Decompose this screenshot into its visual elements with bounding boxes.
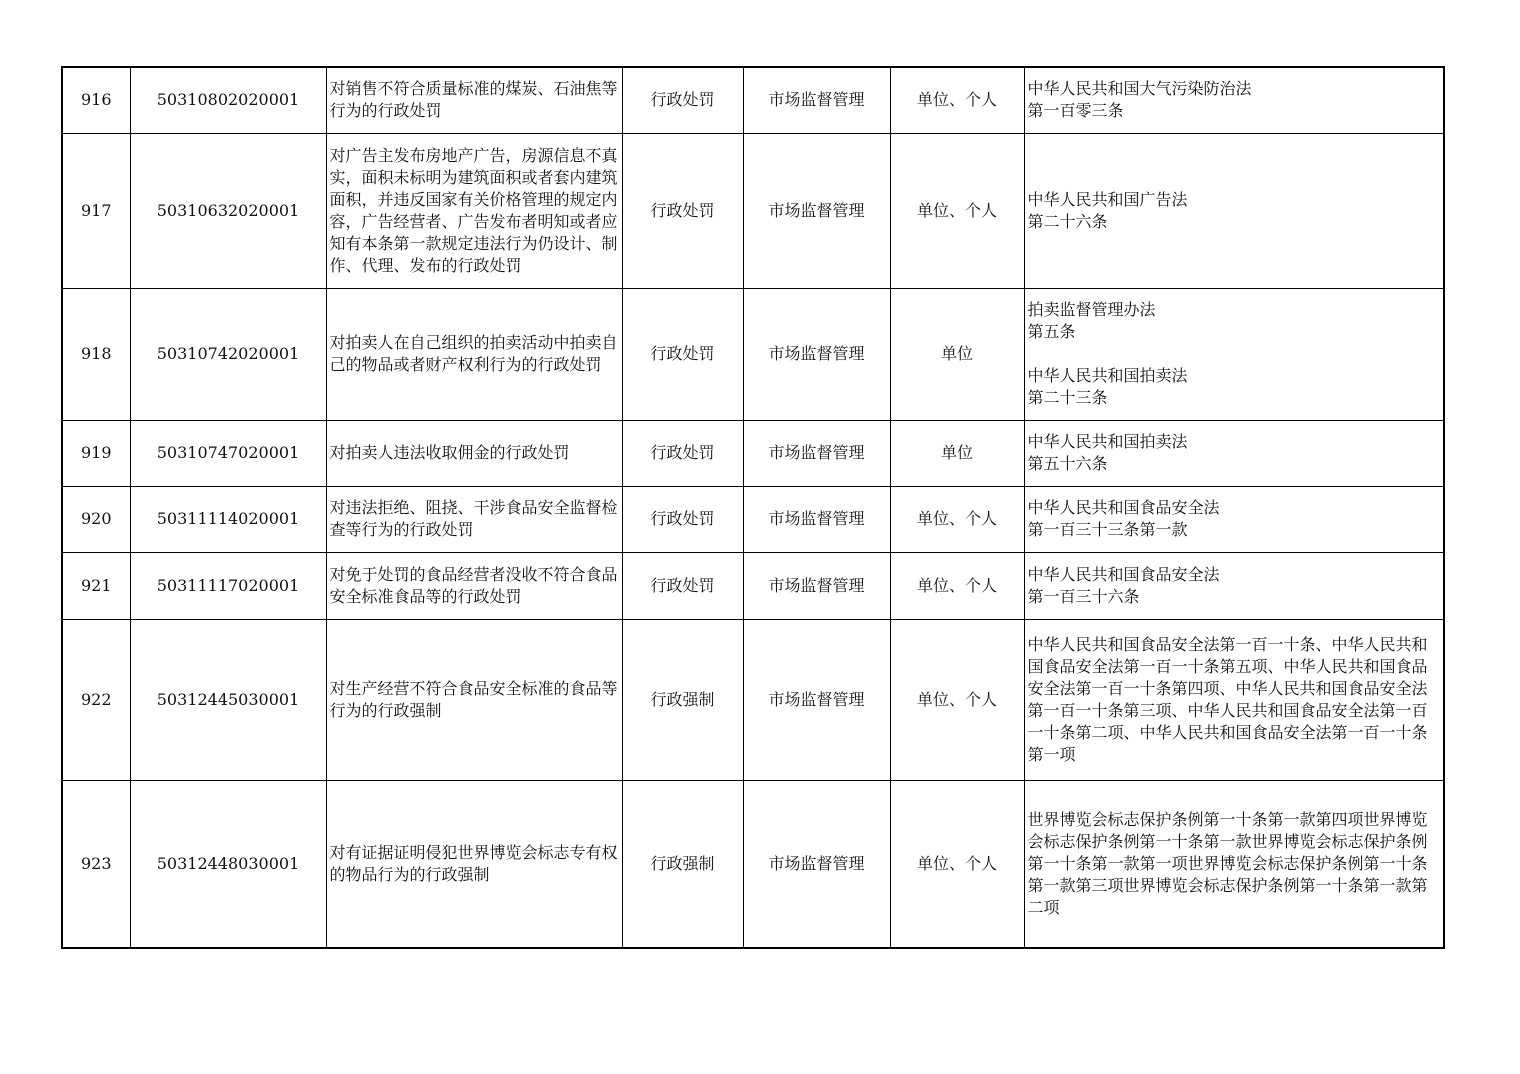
target-subject-cell: 单位 xyxy=(890,288,1024,420)
legal-basis-cell xyxy=(1024,67,1444,133)
row-number-cell: 921 xyxy=(62,552,130,619)
legal-basis-line: 中华人民共和国拍卖法 xyxy=(1027,366,1188,385)
legal-basis-line: 中华人民共和国大气污染防治法 xyxy=(1027,79,1252,99)
item-code-cell: 50311114020001 xyxy=(130,486,326,552)
legal-basis-line: 第一百三十三条第一款 xyxy=(1027,520,1188,539)
legal-basis-line xyxy=(1028,343,1441,365)
legal-basis-line: 中华人民共和国食品安全法 xyxy=(1027,564,1220,584)
department-cell: 市场监督管理 xyxy=(743,288,890,420)
power-category-cell: 行政强制 xyxy=(622,619,743,780)
target-subject-cell: 单位、个人 xyxy=(890,552,1024,619)
legal-basis-cell xyxy=(1024,133,1444,288)
item-name-cell: 对销售不符合质量标准的煤炭、石油焦等行为的行政处罚 xyxy=(326,67,622,133)
department-cell: 市场监督管理 xyxy=(743,133,890,288)
row-number-cell: 916 xyxy=(62,67,130,133)
target-subject-cell: 单位、个人 xyxy=(890,133,1024,288)
item-code-cell: 50312445030001 xyxy=(130,619,326,780)
table-row xyxy=(62,420,1444,486)
legal-basis-line: 第二十三条 xyxy=(1027,388,1108,407)
power-category-cell: 行政处罚 xyxy=(622,67,743,133)
target-subject-cell: 单位、个人 xyxy=(890,486,1024,552)
item-name-cell: 对拍卖人在自己组织的拍卖活动中拍卖自己的物品或者财产权利行为的行政处罚 xyxy=(326,288,622,420)
legal-basis-line: 中华人民共和国食品安全法 xyxy=(1027,498,1220,517)
legal-basis-line: 第五十六条 xyxy=(1027,454,1108,473)
row-number-cell: 922 xyxy=(62,619,130,780)
department-cell: 市场监督管理 xyxy=(743,486,890,552)
department-cell: 市场监督管理 xyxy=(743,67,890,133)
legal-basis-line: 第二十六条 xyxy=(1027,211,1108,231)
legal-basis-cell xyxy=(1024,619,1444,780)
legal-basis-cell xyxy=(1024,552,1444,619)
power-category-cell: 行政强制 xyxy=(622,780,743,948)
table-row xyxy=(62,780,1444,948)
legal-basis-cell xyxy=(1024,486,1444,552)
item-name-cell: 对违法拒绝、阻挠、干涉食品安全监督检查等行为的行政处罚 xyxy=(326,486,622,552)
legal-basis-line: 第一百三十六条 xyxy=(1027,586,1140,606)
row-number-cell: 923 xyxy=(62,780,130,948)
legal-basis-cell xyxy=(1024,288,1444,420)
table-row xyxy=(62,67,1444,133)
legal-basis-cell xyxy=(1024,420,1444,486)
target-subject-cell: 单位 xyxy=(890,420,1024,486)
legal-basis-line: 世界博览会标志保护条例第一十条第一款第四项世界博览会标志保护条例第一十条第一款世界博览会标志保护条例第一十条第一款第一项世界博览会标志保护条例第一十条第一款第三项世界博览会标志保护条例第一十条第一款第二项 xyxy=(1027,809,1428,917)
power-category-cell: 行政处罚 xyxy=(622,420,743,486)
item-code-cell: 50312448030001 xyxy=(130,780,326,948)
legal-basis-line: 中华人民共和国拍卖法 xyxy=(1027,432,1188,451)
legal-basis-line: 中华人民共和国广告法 xyxy=(1027,189,1188,209)
department-cell: 市场监督管理 xyxy=(743,420,890,486)
item-name-cell: 对免于处罚的食品经营者没收不符合食品安全标准食品等的行政处罚 xyxy=(326,552,622,619)
target-subject-cell: 单位、个人 xyxy=(890,780,1024,948)
item-code-cell: 50310742020001 xyxy=(130,288,326,420)
legal-basis-line: 拍卖监督管理办法 xyxy=(1027,300,1156,319)
table-row xyxy=(62,288,1444,420)
table-body xyxy=(62,67,1444,948)
department-cell: 市场监督管理 xyxy=(743,780,890,948)
row-number-cell: 919 xyxy=(62,420,130,486)
power-list-table xyxy=(61,66,1445,949)
table-row xyxy=(62,133,1444,288)
target-subject-cell: 单位、个人 xyxy=(890,619,1024,780)
power-category-cell: 行政处罚 xyxy=(622,288,743,420)
table-row xyxy=(62,552,1444,619)
table-row xyxy=(62,486,1444,552)
row-number-cell: 920 xyxy=(62,486,130,552)
power-category-cell: 行政处罚 xyxy=(622,133,743,288)
item-name-cell: 对有证据证明侵犯世界博览会标志专有权的物品行为的行政强制 xyxy=(326,780,622,948)
power-category-cell: 行政处罚 xyxy=(622,486,743,552)
item-name-cell: 对拍卖人违法收取佣金的行政处罚 xyxy=(326,420,622,486)
legal-basis-line: 中华人民共和国食品安全法第一百一十条、中华人民共和国食品安全法第一百一十条第五项、中华人民共和国食品安全法第一百一十条第四项、中华人民共和国食品安全法第一百一十条第三项、中华人民共和国食品安全法第一百一十条第二项、中华人民共和国食品安全法第一百一十条第一项 xyxy=(1027,634,1428,764)
target-subject-cell: 单位、个人 xyxy=(890,67,1024,133)
department-cell: 市场监督管理 xyxy=(743,619,890,780)
row-number-cell: 918 xyxy=(62,288,130,420)
department-cell: 市场监督管理 xyxy=(743,552,890,619)
item-code-cell: 50310747020001 xyxy=(130,420,326,486)
item-name-cell: 对广告主发布房地产广告，房源信息不真实，面积未标明为建筑面积或者套内建筑面积，并违反国家有关价格管理的规定内容，广告经营者、广告发布者明知或者应知有本条第一款规定违法行为仍设计、制作、代理、发布的行政处罚 xyxy=(326,133,622,288)
legal-basis-line: 第五条 xyxy=(1027,322,1076,341)
power-category-cell: 行政处罚 xyxy=(622,552,743,619)
item-code-cell: 50310802020001 xyxy=(130,67,326,133)
item-code-cell: 50310632020001 xyxy=(130,133,326,288)
legal-basis-cell xyxy=(1024,780,1444,948)
row-number-cell: 917 xyxy=(62,133,130,288)
item-code-cell: 50311117020001 xyxy=(130,552,326,619)
table-row xyxy=(62,619,1444,780)
item-name-cell: 对生产经营不符合食品安全标准的食品等行为的行政强制 xyxy=(326,619,622,780)
legal-basis-line: 第一百零三条 xyxy=(1027,101,1124,121)
